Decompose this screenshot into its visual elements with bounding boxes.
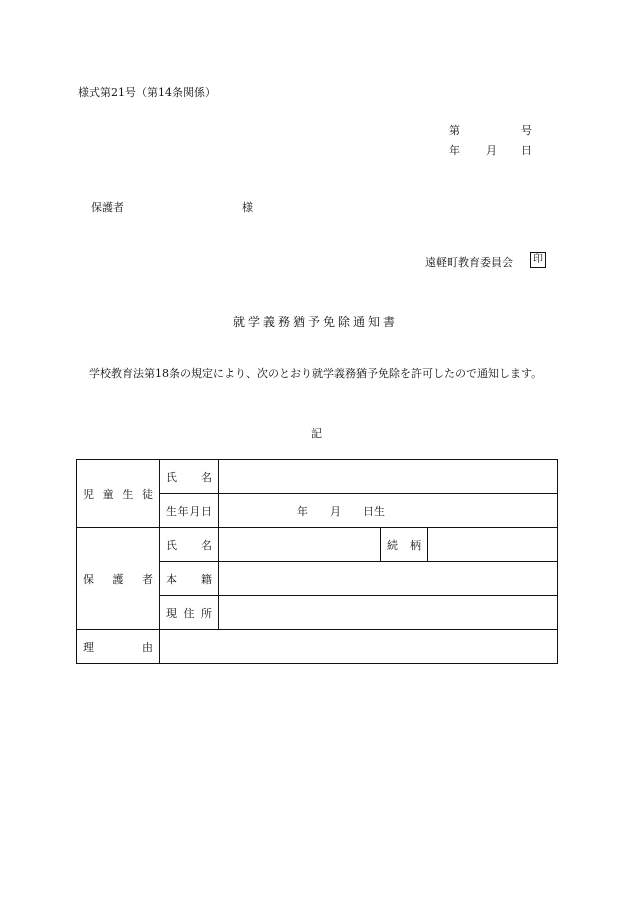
guardian-name-field[interactable] [219,528,381,562]
detail-table [76,459,558,664]
document-title: 就学義務猶予免除通知書 [233,315,399,329]
student-name-label: 氏 名 [160,460,219,494]
birthdate-field[interactable]: 年 月 日生 [219,494,558,528]
form-number: 様式第21号（第14条関係） [78,86,216,99]
issuer-name: 遠軽町教育委員会 [425,256,513,269]
address-label: 現住所 [160,596,219,630]
seal-stamp: 印 [530,252,546,268]
address-field[interactable] [219,596,558,630]
ki-heading: 記 [311,427,322,440]
reason-label: 理由 [77,630,160,664]
addressee-label: 保護者 [91,201,124,214]
reason-field[interactable] [160,630,558,664]
table-row [77,630,558,664]
date-year-label: 年 [449,144,460,157]
birthdate-label: 生年月日 [160,494,219,528]
guardian-category-cell: 保護者 [77,528,160,630]
addressee-honorific: 様 [242,201,253,214]
relation-field[interactable] [428,528,558,562]
table-row [77,528,558,562]
student-name-field[interactable] [219,460,558,494]
student-category-cell: 児童生徒 [77,460,160,528]
guardian-name-label: 氏 名 [160,528,219,562]
domicile-label: 本 籍 [160,562,219,596]
table-row [77,460,558,494]
body-text: 学校教育法第18条の規定により、次のとおり就学義務猶予免除を許可したので通知します。 [89,367,543,380]
document-number-label: 第 [449,124,460,137]
domicile-field[interactable] [219,562,558,596]
relation-label: 続 柄 [381,528,428,562]
date-month-label: 月 [486,144,497,157]
document-number-suffix: 号 [521,124,532,137]
date-day-label: 日 [521,144,532,157]
